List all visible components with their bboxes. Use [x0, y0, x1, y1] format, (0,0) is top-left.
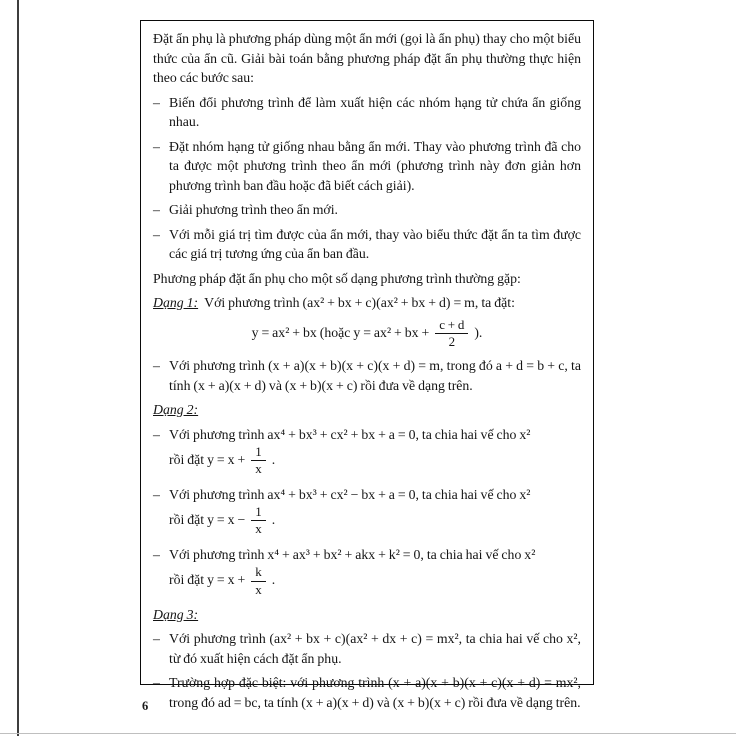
- dang3-heading: [153, 605, 581, 625]
- tail-suffix: .: [271, 452, 276, 468]
- bullet-dash: –: [153, 486, 160, 502]
- dang1-formula: [153, 318, 581, 350]
- formula-prefix: y = ax² + bx (hoặc y = ax² + bx +: [251, 324, 430, 340]
- dang2-item: [153, 425, 581, 480]
- dang2-item: [153, 485, 581, 540]
- dang2-item-tail: [169, 505, 581, 537]
- step-text: Đặt nhóm hạng tử giống nhau bằng ẩn mới. Thay vào phương trình đã cho ta được một phương trình theo ẩn mới (phương trình này đơn giản hơn phương trình ban đầu hoặc đã biết cách giải).: [169, 138, 581, 193]
- dang1-intro: Với phương trình (ax² + bx + c)(ax² + bx + d) = m, ta đặt:: [204, 295, 515, 310]
- bullet-dash: –: [153, 631, 160, 647]
- dang2-item-line: Với phương trình x⁴ + ax³ + bx² + akx + k² = 0, ta chia hai vế cho x²: [169, 546, 536, 562]
- tail-suffix: .: [271, 512, 276, 528]
- dang1-note-text: Với phương trình (x + a)(x + b)(x + c)(x + d) = m, trong đó a + d = b + c, ta tính (x + a)(x + d) và (x + b)(x + c) rồi đưa về dạng trên.: [169, 358, 581, 393]
- dang3-item-text: Với phương trình (ax² + bx + c)(ax² + dx + c) = mx², ta chia hai vế cho x², từ đó xuất hiện cách đặt ẩn phụ.: [169, 631, 581, 666]
- dang2-heading: [153, 400, 581, 420]
- dang3-item: [153, 673, 581, 712]
- step-item: [153, 225, 581, 264]
- tail-prefix: rồi đặt y = x −: [169, 512, 246, 528]
- step-text: Với mỗi giá trị tìm được của ẩn mới, thay vào biểu thức đặt ẩn ta tìm được các giá trị tương ứng của ẩn ban đầu.: [169, 226, 581, 261]
- step-item: [153, 93, 581, 132]
- dang1-note-item: [153, 356, 581, 395]
- intro-paragraph: Đặt ẩn phụ là phương pháp dùng một ẩn mới (gọi là ẩn phụ) thay cho một biểu thức của ẩn cũ. Giải bài toán bằng phương pháp đặt ẩn phụ thường thực hiện theo các bước sau:: [153, 31, 581, 85]
- tail-suffix: .: [271, 572, 276, 588]
- left-edge-line: [17, 0, 19, 736]
- bullet-dash: –: [153, 546, 160, 562]
- formula-suffix: ).: [474, 324, 483, 340]
- step-item: [153, 137, 581, 196]
- dang2-label: Dạng 2:: [153, 402, 199, 418]
- fraction-numerator: k: [251, 565, 266, 581]
- dang3-item: [153, 629, 581, 668]
- page-number: 6: [142, 699, 149, 713]
- fraction-numerator: 1: [251, 505, 266, 521]
- step-text: Biến đổi phương trình để làm xuất hiện các nhóm hạng tử chứa ẩn giống nhau.: [169, 94, 581, 129]
- dang2-item-tail: [169, 445, 581, 477]
- fraction: [251, 445, 266, 477]
- fraction-numerator: c + d: [435, 318, 468, 334]
- fraction-numerator: 1: [251, 445, 266, 461]
- tail-prefix: rồi đặt y = x +: [169, 572, 246, 588]
- content-box: [140, 20, 594, 710]
- fraction-denominator: x: [255, 461, 262, 477]
- dang2-item-line: Với phương trình ax⁴ + bx³ + cx² − bx + a = 0, ta chia hai vế cho x²: [169, 486, 531, 502]
- bullet-dash: –: [153, 226, 160, 242]
- fraction: [251, 565, 266, 597]
- bullet-dash: –: [153, 426, 160, 442]
- dang3-label: Dạng 3:: [153, 606, 199, 622]
- dang2-item: [153, 545, 581, 600]
- fraction: [251, 505, 266, 537]
- dang1-paragraph: [153, 293, 581, 313]
- dang2-item-tail: [169, 565, 581, 597]
- bullet-dash: –: [153, 358, 160, 374]
- dang2-item-line: Với phương trình ax⁴ + bx³ + cx² + bx + a = 0, ta chia hai vế cho x²: [169, 426, 531, 442]
- bullet-dash: –: [153, 675, 160, 691]
- bottom-edge-line: [0, 733, 736, 734]
- bullet-dash: –: [153, 202, 160, 217]
- fraction-denominator: 2: [448, 333, 456, 349]
- dang3-item-text: Trường hợp đặc biệt: với phương trình (x + a)(x + b)(x + c)(x + d) = mx², trong đó ad = bc, ta tính (x + a)(x + d) và (x + b)(x + c) rồi đưa về dạng trên.: [169, 675, 581, 710]
- step-text: Giải phương trình theo ẩn mới.: [169, 202, 339, 217]
- dang1-label: Dạng 1:: [153, 295, 199, 310]
- bullet-dash: –: [153, 138, 160, 154]
- fraction-denominator: x: [255, 581, 262, 597]
- fraction-denominator: x: [255, 521, 262, 537]
- lead-paragraph: Phương pháp đặt ẩn phụ cho một số dạng phương trình thường gặp:: [153, 270, 521, 286]
- bullet-dash: –: [153, 94, 160, 110]
- tail-prefix: rồi đặt y = x +: [169, 452, 246, 468]
- step-item: [153, 200, 581, 220]
- fraction: [435, 318, 468, 350]
